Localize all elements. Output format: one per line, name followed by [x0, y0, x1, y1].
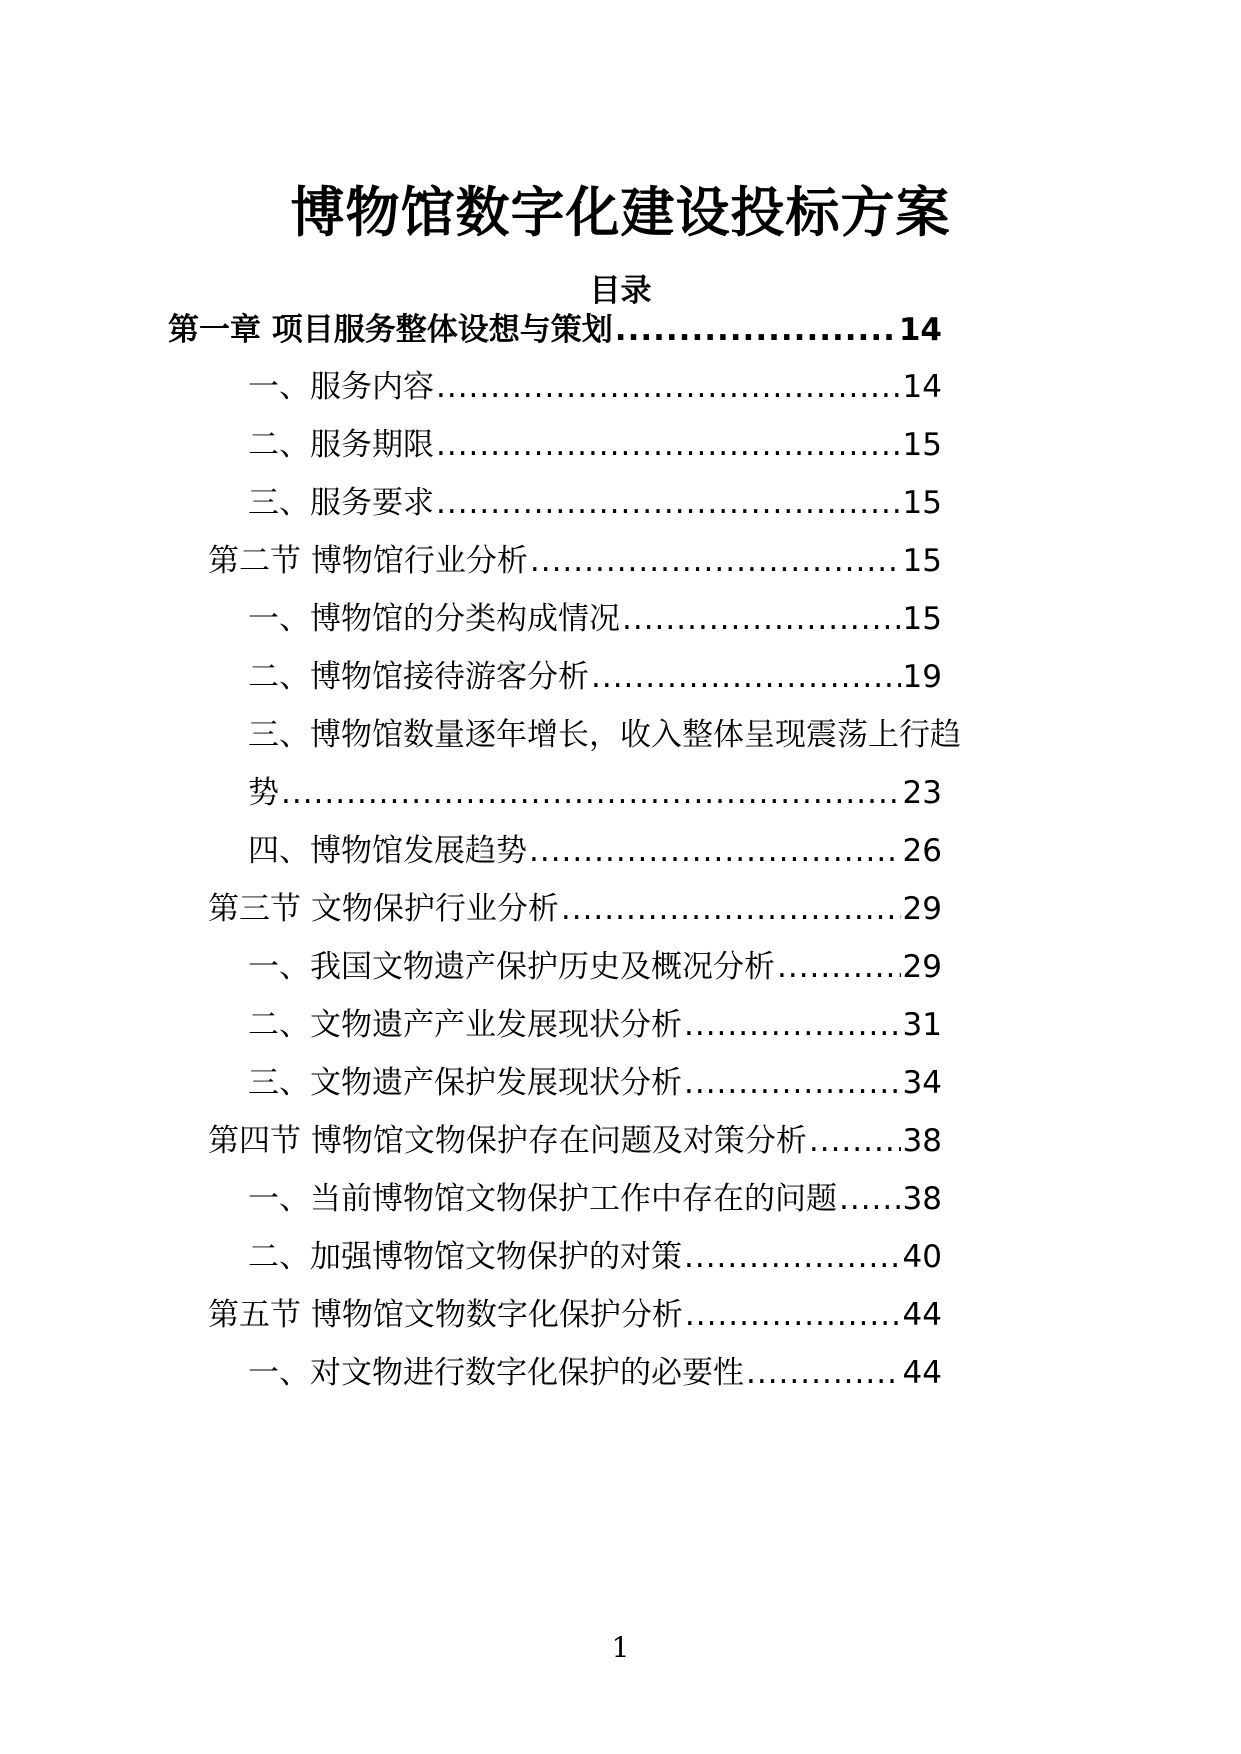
toc-entry-section-5[interactable]	[208, 1293, 942, 1337]
toc-dot-leader	[684, 1235, 901, 1279]
toc-entry-label: 二、服务期限	[248, 427, 434, 463]
toc-dot-leader	[746, 1351, 901, 1395]
toc-dot-leader	[529, 829, 901, 873]
toc-entry-item[interactable]	[248, 1061, 942, 1105]
toc-entry-item[interactable]	[248, 1003, 942, 1047]
toc-dot-leader	[530, 539, 901, 583]
toc-entry-label-line2: 势	[248, 775, 279, 811]
toc-entry-page: 31	[902, 1007, 942, 1043]
document-title: 博物馆数字化建设投标方案	[290, 181, 951, 244]
toc-entry-item[interactable]	[248, 829, 942, 873]
toc-entry-label: 三、服务要求	[248, 485, 434, 521]
toc-entry-label-line1: 三、博物馆数量逐年增长，收入整体呈现震荡上行趋	[248, 717, 961, 753]
toc-entry-label: 一、博物馆的分类构成情况	[248, 601, 620, 637]
toc-entry-item[interactable]	[248, 597, 942, 641]
toc-entry-section-3[interactable]	[208, 887, 942, 931]
toc-heading: 目录	[589, 273, 652, 309]
toc-dot-leader	[777, 945, 901, 989]
toc-entry-label: 四、博物馆发展趋势	[248, 833, 527, 869]
toc-dot-leader	[281, 771, 901, 815]
toc-dot-leader	[615, 308, 897, 352]
toc-entry-page: 15	[902, 543, 942, 579]
toc-dot-leader	[685, 1293, 901, 1337]
toc-entry-item[interactable]	[248, 365, 942, 409]
toc-entry-label: 二、加强博物馆文物保护的对策	[248, 1239, 682, 1275]
toc-entry-page: 19	[902, 659, 942, 695]
toc-entry-page: 14	[898, 312, 942, 348]
toc-entry-page: 29	[902, 949, 942, 985]
toc-entry-chapter-1[interactable]	[168, 308, 942, 352]
toc-entry-page: 26	[902, 833, 942, 869]
toc-entry-page: 15	[902, 601, 942, 637]
toc-dot-leader	[684, 1061, 901, 1105]
toc-entry-page: 44	[902, 1355, 942, 1391]
toc-dot-leader	[839, 1177, 901, 1221]
toc-entry-page: 15	[902, 485, 942, 521]
toc-dot-leader	[684, 1003, 901, 1047]
toc-entry-page: 29	[902, 891, 942, 927]
toc-entry-line2	[248, 771, 942, 815]
toc-entry-item-wrapped[interactable]	[248, 713, 961, 815]
toc-entry-label: 一、对文物进行数字化保护的必要性	[248, 1355, 744, 1391]
toc-dot-leader	[436, 481, 901, 525]
toc-dot-leader	[591, 655, 901, 699]
toc-entry-label: 第三节 文物保护行业分析	[208, 891, 559, 927]
toc-entry-page: 38	[902, 1181, 942, 1217]
toc-dot-leader	[622, 597, 901, 641]
toc-entry-item[interactable]	[248, 481, 942, 525]
toc-entry-label: 三、文物遗产保护发展现状分析	[248, 1065, 682, 1101]
toc-entry-label: 第四节 博物馆文物保护存在问题及对策分析	[208, 1123, 807, 1159]
toc-entry-item[interactable]	[248, 1235, 942, 1279]
toc-entry-item[interactable]	[248, 945, 942, 989]
toc-entry-label: 第二节 博物馆行业分析	[208, 543, 528, 579]
toc-entry-label: 二、博物馆接待游客分析	[248, 659, 589, 695]
toc-entry-label: 第一章 项目服务整体设想与策划	[168, 312, 613, 348]
toc-dot-leader	[436, 423, 901, 467]
toc-entry-label: 第五节 博物馆文物数字化保护分析	[208, 1297, 683, 1333]
toc-entry-page: 34	[902, 1065, 942, 1101]
toc-entry-label: 一、当前博物馆文物保护工作中存在的问题	[248, 1181, 837, 1217]
toc-dot-leader	[436, 365, 901, 409]
toc-entry-item[interactable]	[248, 423, 942, 467]
page-number: 1	[611, 1631, 630, 1664]
toc-entry-page: 44	[902, 1297, 942, 1333]
toc-entry-label: 一、我国文物遗产保护历史及概况分析	[248, 949, 775, 985]
toc-entry-section-2[interactable]	[208, 539, 942, 583]
toc-entry-item[interactable]	[248, 655, 942, 699]
toc-dot-leader	[809, 1119, 901, 1163]
toc-entry-page: 40	[902, 1239, 942, 1275]
toc-entry-item[interactable]	[248, 1351, 942, 1395]
toc-entry-item[interactable]	[248, 1177, 942, 1221]
toc-entry-section-4[interactable]	[208, 1119, 942, 1163]
toc-entry-page: 38	[902, 1123, 942, 1159]
toc-dot-leader	[561, 887, 901, 931]
toc-entry-page: 23	[902, 775, 942, 811]
toc-entry-label: 一、服务内容	[248, 369, 434, 405]
toc-entry-label: 二、文物遗产产业发展现状分析	[248, 1007, 682, 1043]
toc-entry-page: 14	[902, 369, 942, 405]
toc-entry-page: 15	[902, 427, 942, 463]
